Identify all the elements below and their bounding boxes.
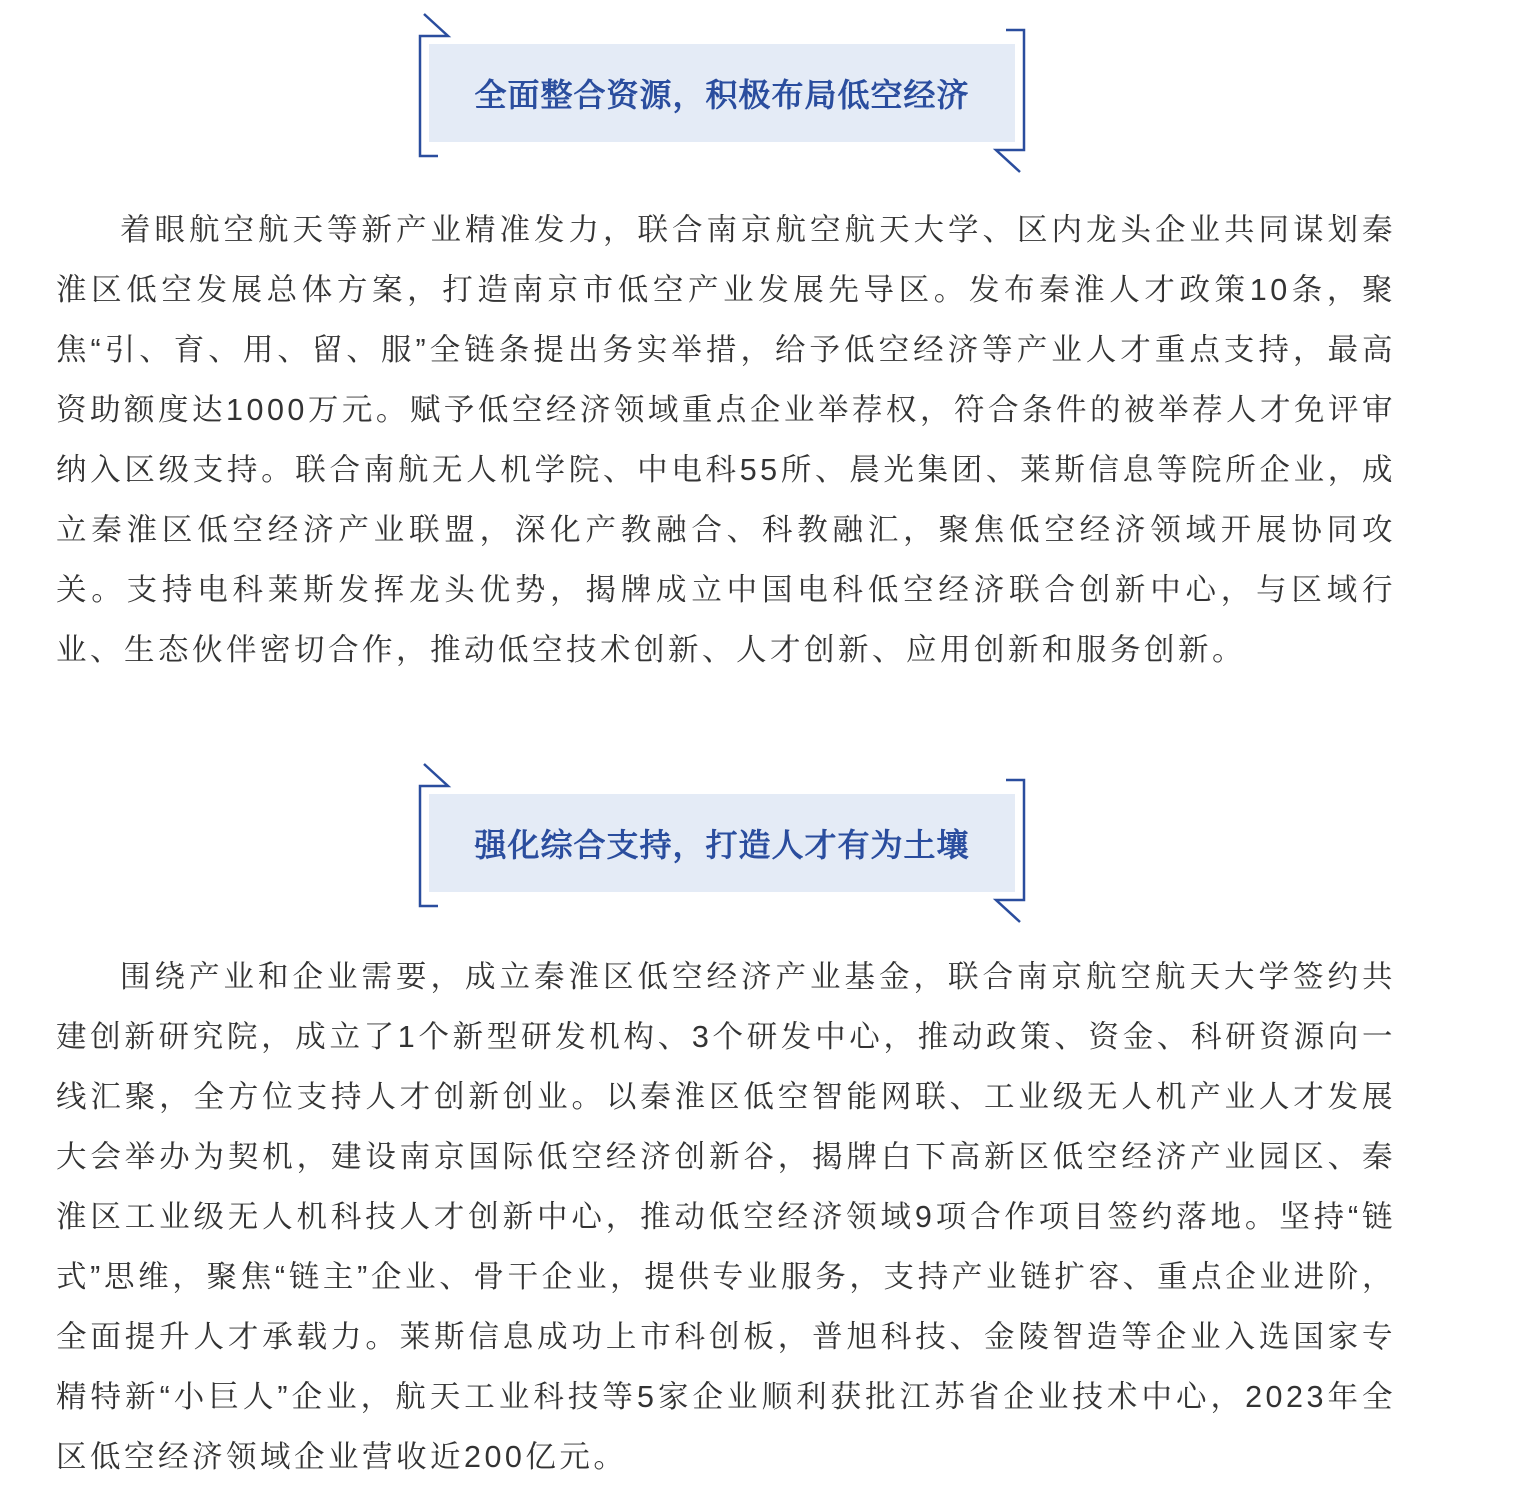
section-1-heading: 全面整合资源，积极布局低空经济: [474, 77, 970, 113]
section-1-heading-box: [429, 44, 1015, 142]
section-1-paragraph: 着眼航空航天等新产业精准发力，联合南京航空航天大学、区内龙头企业共同谋划秦淮区低空发展总体方案，打造南京市低空产业发展先导区。发布秦淮人才政策10条，聚焦“引、育、用、留、服”全链条提出务实举措，给予低空经济等产业人才重点支持，最高资助额度达1000万元。赋予低空经济领域重点企业举荐权，符合条件的被举荐人才免评审纳入区级支持。联合南航无人机学院、中电科55所、晨光集团、莱斯信息等院所企业，成立秦淮区低空经济产业联盟，深化产教融合、科教融汇，聚焦低空经济领域开展协同攻关。支持电科莱斯发挥龙头优势，揭牌成立中国电科低空经济联合创新中心，与区域行业、生态伙伴密切合作，推动低空技术创新、人才创新、应用创新和服务创新。: [56, 213, 1396, 667]
section-1-heading-frame: [418, 12, 1026, 174]
section-2-heading-box: [429, 794, 1015, 892]
section-2-heading: 强化综合支持，打造人才有为土壤: [474, 827, 970, 863]
section-2-heading-frame: [418, 762, 1026, 924]
section-2-paragraph: 围绕产业和企业需要，成立秦淮区低空经济产业基金，联合南京航空航天大学签约共建创新研究院，成立了1个新型研发机构、3个研发中心，推动政策、资金、科研资源向一线汇聚，全方位支持人才创新创业。以秦淮区低空智能网联、工业级无人机产业人才发展大会举办为契机，建设南京国际低空经济创新谷，揭牌白下高新区低空经济产业园区、秦淮区工业级无人机科技人才创新中心，推动低空经济领域9项合作项目签约落地。坚持“链式”思维，聚焦“链主”企业、骨干企业，提供专业服务，支持产业链扩容、重点企业进阶，全面提升人才承载力。莱斯信息成功上市科创板，普旭科技、金陵智造等企业入选国家专精特新“小巨人”企业，航天工业科技等5家企业顺利获批江苏省企业技术中心，2023年全区低空经济领域企业营收近200亿元。: [56, 960, 1396, 1474]
